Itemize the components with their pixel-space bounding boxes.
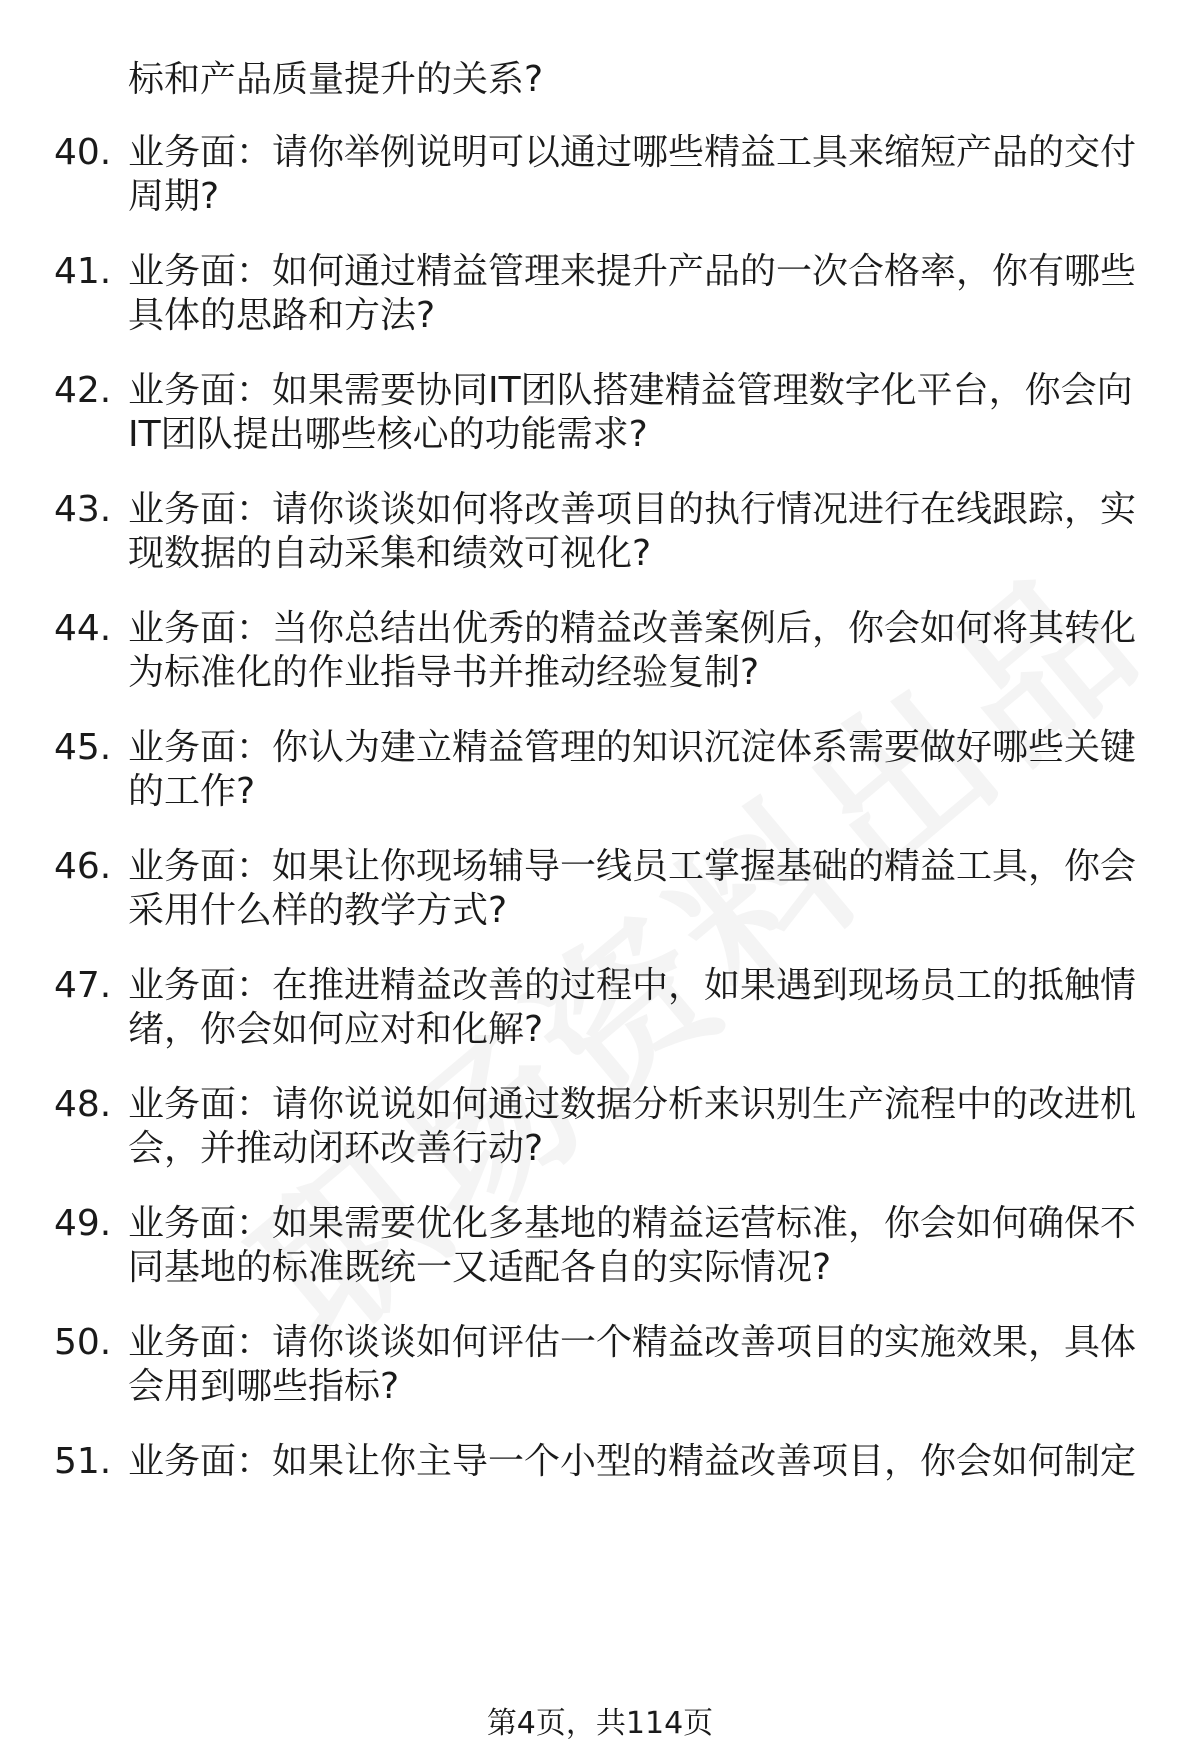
question-text-line: 业务面：请你说说如何通过数据分析来识别生产流程中的改进机 bbox=[128, 1084, 1137, 1125]
question-text-line: 为标准化的作业指导书并推动经验复制? bbox=[128, 652, 760, 693]
question-number: 48. bbox=[54, 1084, 112, 1125]
question-text-line: 会，并推动闭环改善行动? bbox=[128, 1128, 544, 1169]
question-text-line: 业务面：请你谈谈如何将改善项目的执行情况进行在线跟踪，实 bbox=[128, 489, 1137, 530]
question-number: 51. bbox=[54, 1441, 112, 1482]
question-number: 44. bbox=[54, 608, 112, 649]
page-footer: 第4页，共114页 bbox=[486, 1706, 714, 1741]
question-text-line: 业务面：请你谈谈如何评估一个精益改善项目的实施效果，具体 bbox=[128, 1322, 1137, 1363]
question-text-line: 业务面：如果需要协同IT团队搭建精益管理数字化平台，你会向 bbox=[128, 370, 1133, 411]
question-number: 40. bbox=[54, 132, 112, 173]
question-number: 50. bbox=[54, 1322, 112, 1363]
question-text-line: 业务面：你认为建立精益管理的知识沉淀体系需要做好哪些关键 bbox=[128, 727, 1137, 768]
question-text-line: 绪，你会如何应对和化解? bbox=[128, 1009, 544, 1050]
question-number: 41. bbox=[54, 251, 112, 292]
continuation-line: 标和产品质量提升的关系? bbox=[128, 59, 544, 100]
question-text-line: 现数据的自动采集和绩效可视化? bbox=[128, 533, 652, 574]
question-text-line: 业务面：如果让你现场辅导一线员工掌握基础的精益工具，你会 bbox=[128, 846, 1137, 887]
question-text-line: 业务面：请你举例说明可以通过哪些精益工具来缩短产品的交付 bbox=[128, 132, 1137, 173]
question-text-line: 的工作? bbox=[128, 771, 256, 812]
question-text-line: 同基地的标准既统一又适配各自的实际情况? bbox=[128, 1247, 832, 1288]
question-text-line: 会用到哪些指标? bbox=[128, 1366, 400, 1407]
question-number: 47. bbox=[54, 965, 112, 1006]
question-text-line: 业务面：如果需要优化多基地的精益运营标准，你会如何确保不 bbox=[128, 1203, 1137, 1244]
question-text-line: 业务面：如果让你主导一个小型的精益改善项目，你会如何制定 bbox=[128, 1441, 1137, 1482]
question-number: 46. bbox=[54, 846, 112, 887]
question-text-line: 采用什么样的教学方式? bbox=[128, 890, 508, 931]
question-number: 49. bbox=[54, 1203, 112, 1244]
question-number: 43. bbox=[54, 489, 112, 530]
question-text-line: 业务面：如何通过精益管理来提升产品的一次合格率，你有哪些 bbox=[128, 251, 1137, 292]
question-text-line: 周期? bbox=[128, 176, 220, 217]
question-text-line: 具体的思路和方法? bbox=[128, 295, 436, 336]
question-number: 42. bbox=[54, 370, 112, 411]
question-text-line: 业务面：在推进精益改善的过程中，如果遇到现场员工的抵触情 bbox=[128, 965, 1137, 1006]
question-text-line: 业务面：当你总结出优秀的精益改善案例后，你会如何将其转化 bbox=[128, 608, 1137, 649]
question-number: 45. bbox=[54, 727, 112, 768]
question-text-line: IT团队提出哪些核心的功能需求? bbox=[128, 414, 648, 455]
